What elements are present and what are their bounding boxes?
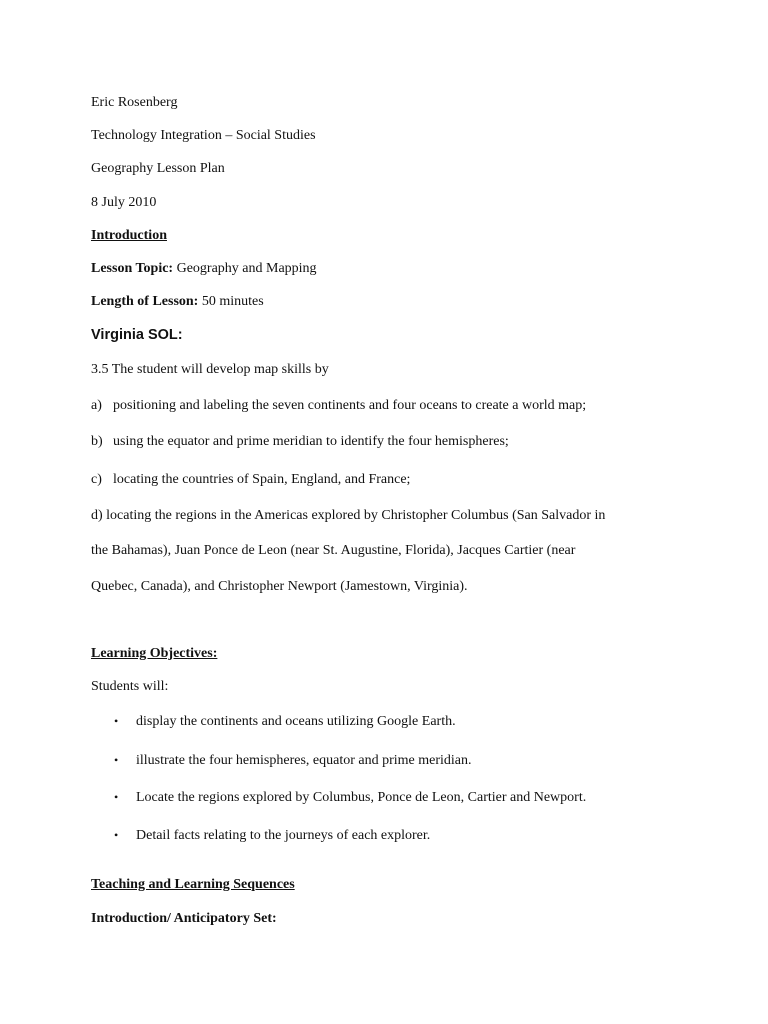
- sol-item-label: c): [91, 472, 102, 487]
- bullet-icon: •: [114, 828, 119, 842]
- sol-item-d-line-1: d) locating the regions in the Americas explored by Christopher Columbus (San Salvador in: [91, 508, 606, 523]
- lesson-topic-value: Geography and Mapping: [173, 261, 317, 276]
- objective-item: [114, 751, 472, 770]
- sol-heading: Virginia SOL:: [91, 327, 183, 343]
- introduction-heading: Introduction: [91, 228, 167, 243]
- sol-item-text: locating the countries of Spain, England, and France;: [113, 472, 411, 487]
- lesson-topic-line: [91, 260, 317, 278]
- bullet-icon: •: [114, 753, 119, 767]
- anticipatory-set-heading: Introduction/ Anticipatory Set:: [91, 911, 277, 926]
- objective-item: [114, 712, 456, 731]
- objective-text: Detail facts relating to the journeys of each explorer.: [136, 828, 431, 843]
- objective-text: Locate the regions explored by Columbus, Ponce de Leon, Cartier and Newport.: [136, 790, 587, 805]
- lesson-length-label: Length of Lesson:: [91, 294, 199, 309]
- sol-item-d-line-2: the Bahamas), Juan Ponce de Leon (near St. Augustine, Florida), Jacques Cartier (near: [91, 543, 576, 558]
- objectives-intro: Students will:: [91, 679, 169, 694]
- bullet-icon: •: [114, 714, 119, 728]
- sol-item-c: [91, 471, 410, 489]
- document-title: Geography Lesson Plan: [91, 161, 225, 176]
- lesson-length-line: [91, 293, 264, 311]
- sol-item-label: a): [91, 398, 102, 413]
- teaching-sequences-heading: Teaching and Learning Sequences: [91, 877, 295, 892]
- author-name: Eric Rosenberg: [91, 95, 178, 110]
- objective-text: illustrate the four hemispheres, equator and prime meridian.: [136, 753, 472, 768]
- sol-item-label: b): [91, 434, 103, 449]
- lesson-length-value: 50 minutes: [198, 294, 264, 309]
- document-date: 8 July 2010: [91, 195, 157, 210]
- objective-item: [114, 788, 586, 807]
- bullet-icon: •: [114, 790, 119, 804]
- objective-item: [114, 826, 430, 845]
- course-title: Technology Integration – Social Studies: [91, 128, 316, 143]
- objective-text: display the continents and oceans utilizing Google Earth.: [136, 714, 456, 729]
- lesson-topic-label: Lesson Topic:: [91, 261, 174, 276]
- sol-item-text: using the equator and prime meridian to identify the four hemispheres;: [113, 434, 509, 449]
- sol-intro: 3.5 The student will develop map skills by: [91, 362, 329, 377]
- sol-item-b: [91, 433, 509, 451]
- sol-item-text: positioning and labeling the seven continents and four oceans to create a world map;: [113, 398, 587, 413]
- learning-objectives-heading: Learning Objectives:: [91, 646, 218, 661]
- sol-item-a: [91, 397, 586, 415]
- sol-item-d-line-3: Quebec, Canada), and Christopher Newport (Jamestown, Virginia).: [91, 579, 468, 594]
